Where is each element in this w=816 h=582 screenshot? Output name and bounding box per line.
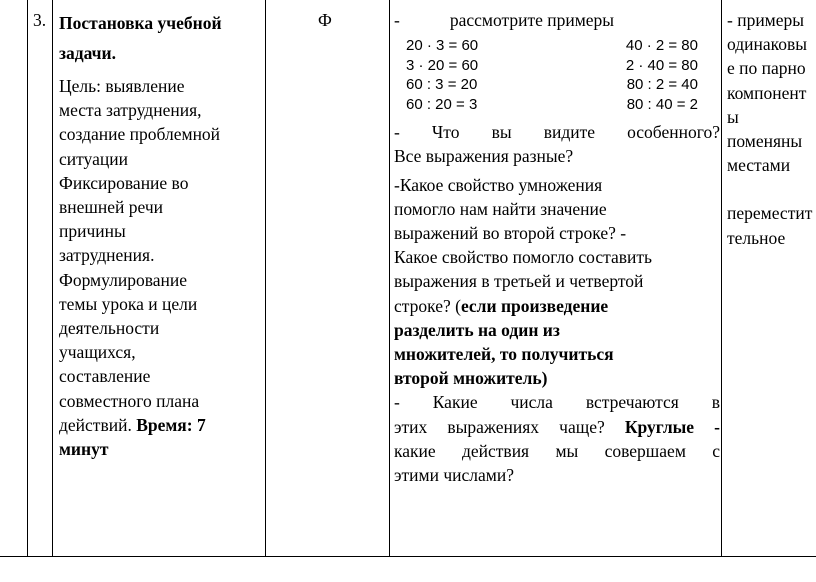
stage-cell	[59, 8, 264, 461]
teacher-activity-cell: - рассмотрите примеры 20 · 3 = 60 40 · 2 = 80 3 · 20 = 60 2 · 40 = 80 60 : 3 = 20 80 : 2 = 40 60 : 20 = 3 80 : 40 = 2 - Что вы видите особенного? Все выражения разные? -Какое свойство умножения помогло нам найти значение выражений во второй строке? - Какое свойство помогло составить выражения в третьей и четвертой строке? (если произведение разделить на один из множителей, то получиться второй множитель) - Какие числа встречаются в этих выражениях чаще? Круглые - какие действия мы совершаем с этими числами?	[394, 8, 720, 487]
form-cell: Ф	[318, 10, 332, 30]
students-activity-cell: - примеры одинаковы е по парно компонент ы поменяны местами переместит тельное	[727, 10, 813, 248]
row-number: 3.	[33, 10, 47, 30]
stage-goal: Цель: выявление места затруднения, создание проблемной ситуации Фиксирование во внешней речи причины затруднения. Формулирование темы урока и цели деятельности учащихся, составление совместного плана действий. Время: 7 минут	[59, 74, 264, 461]
stage-time: действий. Время: 7	[59, 414, 206, 435]
column-border	[721, 0, 722, 557]
column-border	[265, 0, 266, 557]
question-1: - Что вы видите особенного?	[394, 122, 720, 143]
column-border	[27, 0, 28, 557]
row-bottom-border	[0, 556, 816, 557]
math-examples: 20 · 3 = 60 40 · 2 = 80 3 · 20 = 60 2 · 40 = 80 60 : 3 = 20 80 : 2 = 40 60 : 20 = 3 80 : 40 = 2	[406, 37, 698, 113]
column-border	[52, 0, 53, 557]
question-2: -Какое свойство умножения помогло нам найти значение выражений во второй строке? - Какое свойство помогло составить выражения в третьей и четвертой строке? (если произведение разделить на один из множителей, то получиться второй множитель)	[394, 174, 652, 389]
stage-title: Постановка учебной задачи.	[59, 13, 222, 63]
intro-line: - рассмотрите примеры	[394, 10, 615, 30]
question-3: - Какие числа встречаются в этих выражениях чаще? Круглые - какие действия мы совершаем с этими числами?	[394, 392, 720, 486]
column-border	[389, 0, 390, 557]
